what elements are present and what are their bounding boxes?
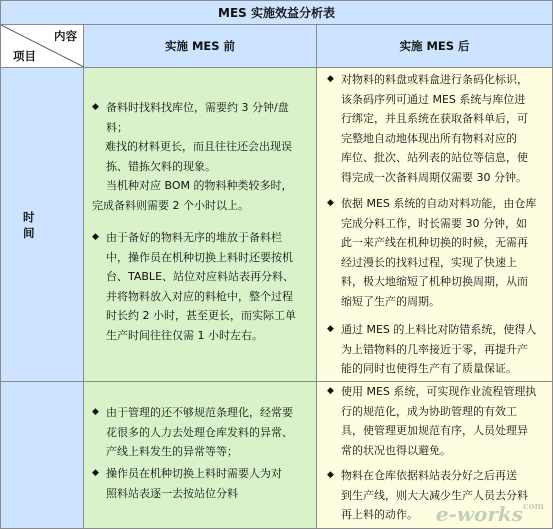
text-line: 通过 MES 的上料比对防错系统，使得人 bbox=[341, 323, 537, 336]
text-line: 完成备料则需要 2 个小时以上。 bbox=[92, 198, 249, 212]
text-line: 行绑定，并且系统在获取备料单后，可 bbox=[341, 112, 528, 125]
row1-after-bullet-3 bbox=[327, 320, 537, 379]
text-line: 操作员在机种切换上料时需要人为对 bbox=[106, 467, 282, 480]
text-line: 难找的材料更长，而且往往还会出现误 bbox=[105, 140, 292, 153]
text-line: 由于管理的还不够规范条理化，经常要 bbox=[106, 406, 293, 419]
bullet-icon: ◆ bbox=[327, 470, 334, 480]
bullet-icon: ◆ bbox=[92, 407, 99, 417]
header-after-mes: 实施 MES 后 bbox=[317, 25, 552, 68]
row-label-time bbox=[1, 68, 84, 382]
e-works-watermark-logo bbox=[436, 502, 544, 526]
row-label-2 bbox=[1, 382, 84, 529]
text-line: 料，极大地缩短了机种切换周期，从而 bbox=[341, 275, 528, 288]
row2-before-cell bbox=[84, 382, 317, 529]
text-line: 此一来产线在机种切换的时候，无需再 bbox=[341, 236, 528, 249]
text-line: 库位、批次、站列表的站位等信息，使 bbox=[341, 151, 528, 164]
text-line: 台、TABLE、站位对应料站表再分料、 bbox=[106, 270, 295, 283]
bullet-icon: ◆ bbox=[92, 468, 99, 478]
row2-after-bullet-1 bbox=[327, 382, 537, 460]
text-line: 花很多的人力去处理仓库发料的异常、 bbox=[106, 425, 293, 439]
row-label-text: 时 间 bbox=[23, 210, 49, 240]
watermark-suffix: com bbox=[522, 502, 544, 512]
row2-after-cell bbox=[317, 382, 552, 529]
text-line: 常的状况也得以避免。 bbox=[341, 443, 451, 457]
header-before-mes: 实施 MES 前 bbox=[84, 25, 317, 68]
row1-before-bullet-1 bbox=[92, 98, 293, 215]
text-line: 行的规范化，成为协助管理的有效工 bbox=[341, 404, 517, 418]
row2-before-bullet-2 bbox=[92, 464, 282, 503]
row1-before-bullet-2 bbox=[92, 228, 296, 345]
bullet-icon: ◆ bbox=[327, 324, 334, 334]
text-line: 由于备好的物料无序的堆放于备料栏 bbox=[106, 231, 282, 244]
text-line: 能的同时也使得生产有了质量保证。 bbox=[341, 362, 517, 375]
bullet-icon: ◆ bbox=[327, 386, 334, 396]
text-line: 该条码序列可通过 MES 系统与库位进 bbox=[341, 92, 526, 106]
table-title: MES 实施效益分析表 bbox=[1, 1, 552, 25]
text-line: 时长约 2 小时，甚至更长，而实际工单 bbox=[106, 309, 296, 322]
text-line: 料； bbox=[106, 120, 128, 134]
text-line: 生产时间往往仅需 1 小时左右。 bbox=[106, 328, 263, 342]
text-line: 具，使管理更加规范有序，人员处理异 bbox=[341, 424, 528, 437]
header-item-label: 项目 bbox=[13, 49, 36, 63]
row1-after-cell bbox=[317, 68, 552, 382]
bullet-icon: ◆ bbox=[92, 232, 99, 242]
text-line: 经过漫长的找料过程，实现了快速上 bbox=[341, 255, 517, 269]
text-line: 为上错物料的几率接近于零，再提升产 bbox=[341, 342, 528, 356]
text-line: 到生产线，则大大减少生产人员去分料 bbox=[341, 488, 528, 502]
text-line: 当机种对应 BOM 的物料种类较多时， bbox=[106, 179, 293, 192]
text-line: 完成分料工作，时长需要 30 分钟，如 bbox=[341, 216, 527, 230]
text-line: 缩短了生产的周期。 bbox=[341, 294, 440, 308]
text-line: 中，操作员在机种切换上料时还要按机 bbox=[106, 250, 293, 264]
bullet-icon: ◆ bbox=[327, 198, 334, 208]
row1-before-cell bbox=[84, 68, 317, 382]
text-line: 并将物料放入对应的料枪中，整个过程 bbox=[106, 289, 293, 303]
watermark-text: e-works bbox=[435, 502, 523, 526]
text-line: 备料时找料找库位，需要约 3 分钟/盘 bbox=[106, 101, 289, 114]
bullet-icon: ◆ bbox=[92, 102, 99, 112]
row2-before-bullet-1 bbox=[92, 403, 293, 462]
header-content-label: 内容 bbox=[54, 29, 77, 43]
bullet-icon: ◆ bbox=[327, 74, 334, 84]
text-line: 完整地自动地体现出所有物料对应的 bbox=[341, 131, 517, 145]
text-line: 拣、错拣欠料的现象。 bbox=[106, 159, 216, 173]
text-line: 物料在仓库依据料站表分好之后再送 bbox=[341, 469, 517, 482]
text-line: 依据 MES 系统的自动对料功能，由仓库 bbox=[341, 197, 537, 210]
text-line: 再上料的动作。 bbox=[341, 508, 418, 521]
text-line: 产线上料发生的异常等等； bbox=[106, 445, 238, 458]
row1-after-bullet-2 bbox=[327, 194, 537, 311]
text-line: 得完成一次备料周期仅需要 30 分钟。 bbox=[341, 170, 527, 184]
text-line: 照料站表逐一去按站位分料 bbox=[106, 486, 238, 500]
header-corner-cell bbox=[1, 25, 84, 68]
text-line: 对物料的料盘或料盒进行条码化标识， bbox=[341, 73, 528, 86]
row1-after-bullet-1 bbox=[327, 70, 528, 187]
text-line: 使用 MES 系统，可实现作业流程管理执 bbox=[341, 385, 537, 398]
